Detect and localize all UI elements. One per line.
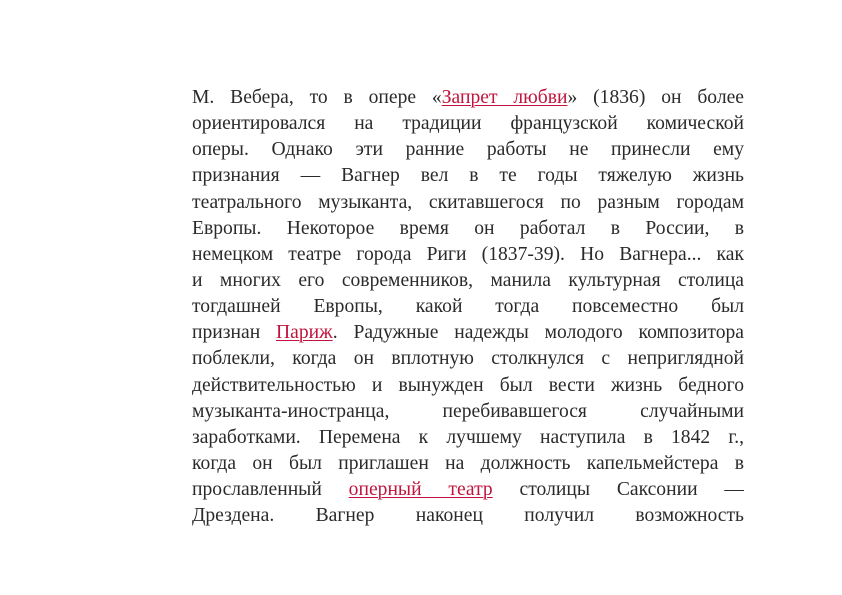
text-line [192, 503, 744, 529]
text-run: поблекли, когда он вплотную столкнулся с неприглядной [192, 348, 744, 370]
text-line [192, 425, 744, 451]
text-line [192, 451, 744, 477]
text-run: ориентировался на традиции французской комической [192, 113, 744, 135]
text-run: признания — Вагнер вел в те годы тяжелую жизнь [192, 165, 744, 187]
text-line [192, 399, 744, 425]
text-run: музыканта-иностранца, перебивавшегося случайными [192, 400, 744, 422]
text-run: тогдашней Европы, какой тогда повсеместно был [192, 296, 744, 318]
text-line [192, 294, 744, 320]
text-run: заработками. Перемена к лучшему наступила в 1842 г., [192, 426, 744, 448]
body-text [192, 85, 744, 529]
text-run: немецком театре города Риги (1837-39). Но Вагнера... как [192, 243, 744, 265]
text-run: . Радужные надежды молодого композитора [332, 322, 744, 344]
hyperlink[interactable]: Париж [276, 322, 333, 344]
hyperlink[interactable]: Запрет любви [441, 87, 568, 108]
text-run: Дрездена. Вагнер наконец получил возможность [192, 505, 744, 527]
text-line [192, 85, 744, 111]
text-run: оперы. Однако эти ранние работы не принесли ему [192, 139, 744, 161]
text-run: действительностью и вынужден был вести жизнь бедного [192, 374, 744, 396]
text-line [192, 216, 744, 242]
hyperlink[interactable]: оперный театр [348, 479, 493, 501]
text-run: М. Вебера, то в опере « [192, 87, 442, 108]
text-run: » (1836) он более [567, 87, 744, 108]
text-line [192, 111, 744, 137]
text-line [192, 477, 744, 503]
text-line [192, 320, 744, 346]
text-line [192, 163, 744, 189]
text-line [192, 190, 744, 216]
text-line [192, 373, 744, 399]
text-run: театрального музыканта, скитавшегося по разным городам [192, 191, 744, 213]
text-run: прославленный [192, 479, 349, 501]
text-run: столицы Саксонии — [492, 479, 744, 501]
text-line [192, 137, 744, 163]
text-run: Европы. Некоторое время он работал в России, в [192, 217, 744, 239]
text-line [192, 242, 744, 268]
text-line [192, 268, 744, 294]
text-run: и многих его современников, манила культурная столица [192, 269, 744, 291]
text-line [192, 346, 744, 372]
text-run: признан [192, 322, 277, 344]
text-run: когда он был приглашен на должность капельмейстера в [192, 452, 744, 474]
